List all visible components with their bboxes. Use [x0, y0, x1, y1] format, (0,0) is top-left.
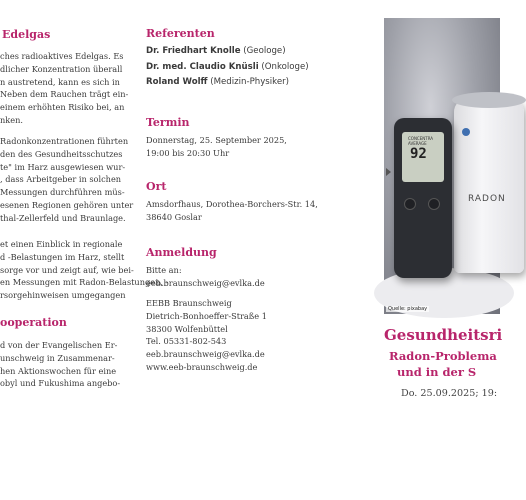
arrow-left-icon: [386, 168, 391, 176]
cover-subtitle-2: und in der S: [397, 365, 477, 379]
text-line: ches radioaktives Edelgas. Es: [0, 51, 124, 61]
text-line: einem erhöhten Risiko bei, an: [0, 102, 125, 113]
text-line: d von der Evangelischen Er-: [0, 340, 118, 350]
text-line: Amsdorfhaus, Dorothea-Borchers-Str. 14,: [146, 199, 318, 209]
referenten-list: [146, 44, 309, 91]
text-line: Neben dem Rauchen trägt ein-: [0, 89, 129, 100]
section-referenten: [146, 27, 215, 40]
heading-kooperation: ooperation: [0, 316, 67, 329]
text-line: Radonkonzentrationen führten: [0, 136, 129, 146]
text-line: EEBB Braunschweig: [146, 298, 232, 308]
indicator-dot-icon: [462, 128, 470, 136]
website-link[interactable]: www.eeb-braunschweig.de: [146, 361, 258, 372]
display-reading: 92: [410, 146, 427, 162]
text-line: et einen Einblick in regionale: [0, 239, 123, 249]
heading-edelgas: Edelgas: [2, 28, 51, 41]
text-line: dlicher Konzentration überall: [0, 63, 123, 74]
text-line: Donnerstag, 25. September 2025,: [146, 135, 287, 145]
email-link[interactable]: eeb.braunschweig@evlka.de: [146, 277, 265, 288]
address-block: [146, 297, 267, 374]
heading-anmeldung: Anmeldung: [146, 246, 217, 259]
text-line: esenen Regionen gehören unter: [0, 199, 134, 210]
phone-number: Tel. 05331-802-543: [146, 336, 227, 347]
section-edelgas: [0, 28, 126, 41]
device-brand: RADON: [468, 194, 506, 204]
text-line: Bitte an:: [146, 265, 182, 275]
section-termin: [146, 116, 190, 129]
heading-referenten: Referenten: [146, 27, 215, 40]
speaker-1: Dr. Friedhart Knolle (Geologe): [146, 46, 286, 56]
text-line: n austretend, kann es sich in: [0, 76, 120, 87]
ort-body: [146, 198, 318, 224]
text-line: Dietrich-Bonhoeffer-Straße 1: [146, 310, 267, 321]
radon-meter-black: [394, 118, 452, 278]
meter-display: [402, 132, 444, 182]
text-line: unschweig in Zusammenar-: [0, 352, 115, 363]
heading-ort: Ort: [146, 180, 167, 193]
meter-button: [428, 198, 440, 210]
text-line: en Messungen mit Radon-Belastungen, -: [0, 277, 169, 288]
text-line: , dass Arbeitgeber in solchen: [0, 174, 122, 185]
text-line: Messungen durchführen müs-: [0, 187, 125, 198]
text-line: nken.: [0, 114, 23, 125]
section-ort: [146, 180, 166, 193]
text-line: sorge vor und zeigt auf, wie bei-: [0, 264, 134, 275]
text-line: obyl und Fukushima angebo-: [0, 378, 121, 389]
section-radonkonzentration: [0, 135, 134, 225]
email-link[interactable]: eeb.braunschweig@evlka.de: [146, 349, 265, 360]
cover-title: Gesundheitsri: [384, 326, 503, 344]
cover-subtitle-1: Radon-Problema: [389, 349, 497, 363]
termin-body: [146, 134, 287, 160]
radon-detector-white: [454, 98, 524, 273]
heading-termin: Termin: [146, 116, 190, 129]
cover-date: Do. 25.09.2025; 19:: [401, 388, 498, 399]
text-line: thal-Zellerfeld und Braunlage.: [0, 212, 126, 223]
speaker-2: Dr. med. Claudio Knüsli (Onkologe): [146, 61, 309, 72]
device-ring: [452, 92, 526, 108]
speaker-3: Roland Wolff (Medizin-Physiker): [146, 77, 290, 87]
section-edelgas-body: [0, 50, 129, 127]
section-anmeldung: [146, 246, 217, 259]
text-line: den des Gesundheitsschutzes: [0, 148, 123, 159]
section-kooperation: [0, 316, 126, 329]
text-line: hen Aktionswochen für eine: [0, 365, 117, 376]
display-label: CONCENTRA AVERAGE: [408, 136, 434, 146]
text-line: te" im Harz ausgewiesen wur-: [0, 161, 126, 172]
text-line: 19:00 bis 20:30 Uhr: [146, 147, 230, 158]
meter-button: [404, 198, 416, 210]
text-line: 38300 Wolfenbüttel: [146, 323, 228, 334]
section-kooperation-body: [0, 339, 126, 390]
text-line: rsorgehinweisen umgegangen: [0, 290, 126, 301]
text-line: d -Belastungen im Harz, stellt: [0, 251, 125, 262]
anmeldung-body: [146, 264, 265, 290]
photo-credit: Quelle: pixabay: [388, 306, 428, 312]
cover-photo: [384, 18, 506, 314]
text-line: 38640 Goslar: [146, 211, 202, 222]
